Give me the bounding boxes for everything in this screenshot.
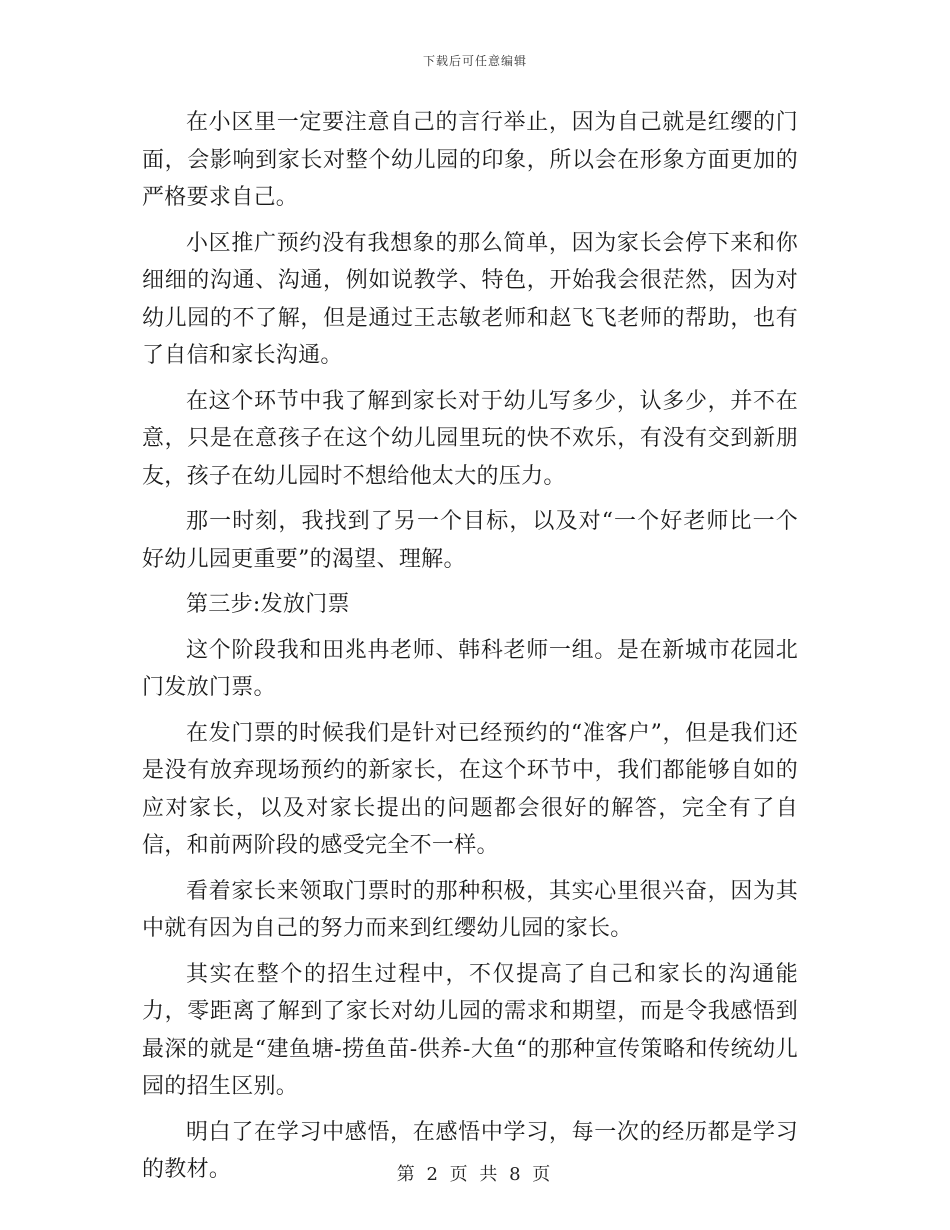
paragraph: 在发门票的时候我们是针对已经预约的“准客户”，但是我们还是没有放弃现场预约的新家长，在这个环节中，我们都能够自如的应对家长，以及对家长提出的问题都会很好的解答，完全有了自信，和前两阶段的感受完全不一样。 — [142, 720, 798, 858]
section-heading: 第三步:发放门票 — [186, 592, 350, 617]
paragraph: 小区推广预约没有我想象的那么简单，因为家长会停下来和你细细的沟通、沟通，例如说教学、特色，开始我会很茫然，因为对幼儿园的不了解，但是通过王志敏老师和赵飞飞老师的帮助，也有了自信和家长沟通。 — [142, 230, 798, 368]
document-body — [142, 104, 798, 1197]
paragraph: 在小区里一定要注意自己的言行举止，因为自己就是红缨的门面，会影响到家长对整个幼儿园的印象，所以会在形象方面更加的严格要求自己。 — [142, 110, 798, 210]
paragraph: 明白了在学习中感悟，在感悟中学习，每一次的经历都是学习的教材。 — [142, 1119, 798, 1182]
paragraph: 在这个环节中我了解到家长对于幼儿写多少，认多少，并不在意，只是在意孩子在这个幼儿园里玩的快不欢乐，有没有交到新朋友，孩子在幼儿园时不想给他太大的压力。 — [142, 388, 798, 489]
paragraph: 看着家长来领取门票时的那种积极，其实心里很兴奋，因为其中就有因为自己的努力而来到红缨幼儿园的家长。 — [142, 878, 798, 941]
paragraph: 那一时刻，我找到了另一个目标，以及对“一个好老师比一个好幼儿园更重要”的渴望、理解。 — [142, 509, 798, 572]
paragraph: 这个阶段我和田兆冉老师、韩科老师一组。是在新城市花园北门发放门票。 — [142, 637, 798, 700]
paragraph: 其实在整个的招生过程中，不仅提高了自己和家长的沟通能力，零距离了解到了家长对幼儿园的需求和期望，而是令我感悟到最深的就是“建鱼塘-捞鱼苗-供养-大鱼“的那种宣传策略和传统幼儿园的招生区别。 — [142, 961, 798, 1099]
page-number-footer: 第 2 页 共 8 页 — [396, 1164, 554, 1185]
page-header: 下载后可任意编辑 — [422, 54, 527, 68]
